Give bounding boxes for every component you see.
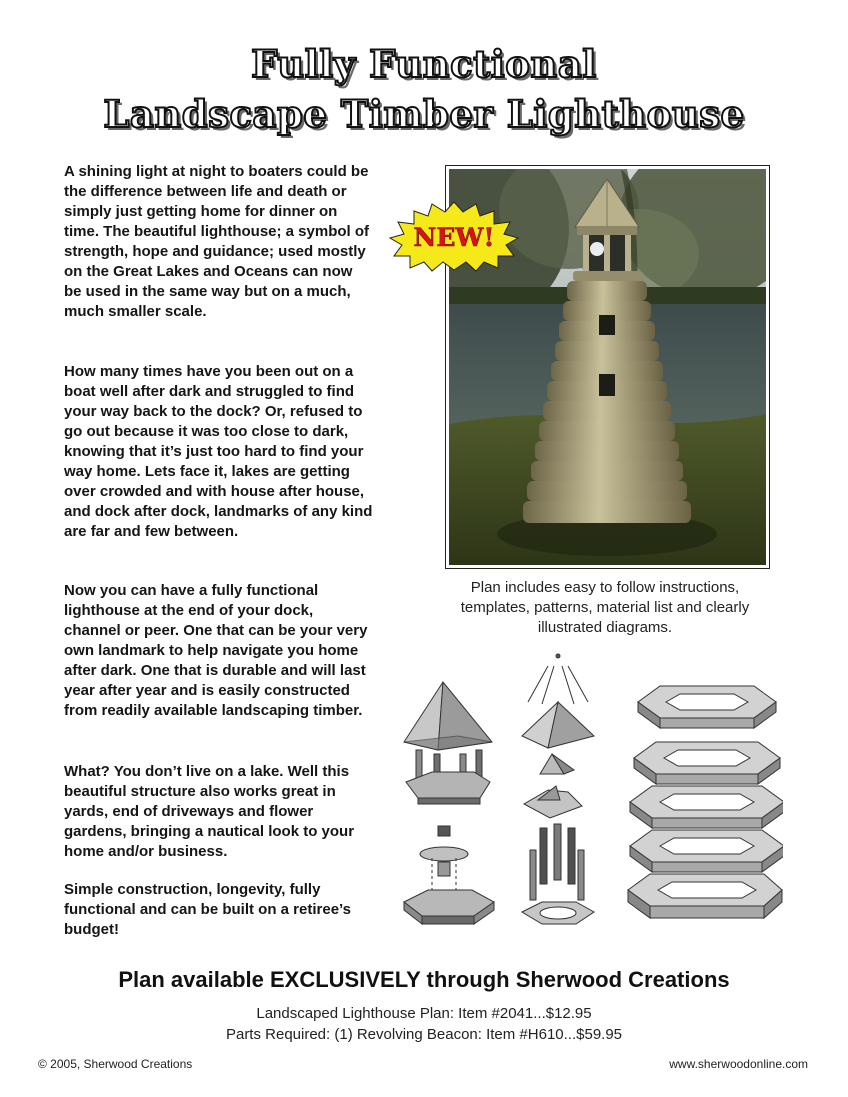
plan-price: Landscaped Lighthouse Plan: Item #2041...$12.95: [256, 1005, 592, 1022]
photo-caption: Plan includes easy to follow instructions, templates, patterns, material list and clearly illustrated diagrams.: [460, 579, 750, 636]
website-link[interactable]: www.sherwoodonline.com: [669, 1057, 808, 1071]
yard-paragraph: What? You don’t live on a lake. Well this beautiful structure also works great in yards, end of driveways and flower gardens, bringing a nautical look to your home and/or business.: [64, 763, 355, 860]
beacon-base-diagram: [404, 826, 494, 924]
lantern-roof-diagram: [404, 682, 492, 804]
new-badge: [388, 200, 520, 272]
landmark-paragraph: Now you can have a fully functional lighthouse at the end of your dock, channel or peer. One that can be your very own landmark to help navigate you home after dark. One that is durable and will last year after year and is easily constructed from readily available landscaping timber.: [64, 582, 368, 719]
copyright-notice: © 2005, Sherwood Creations: [38, 1057, 193, 1071]
intro-paragraph: A shining light at night to boaters could be the difference between life and death or simply just getting home for dinner on time. The beautiful lighthouse; a symbol of strength, hope and guidance; used mostly on the Great Lakes and Oceans can now be used in the same way but on a much, much smaller scale.: [64, 163, 370, 320]
timber-rings-stack-diagram: [628, 686, 783, 918]
exclusive-heading: Plan available EXCLUSIVELY through Sherwood Creations: [118, 967, 730, 992]
assembly-diagrams: [398, 650, 783, 935]
page-title-line-1: Fully Functional: [251, 42, 597, 86]
boating-paragraph: How many times have you been out on a boat well after dark and struggled to find your way back to the dock? Or, refused to go out because it was too close to dark, knowing that it’s just too hard to find your way home. Lets face it, lakes are getting over crowded and with house after house, and dock after dock, landmarks of any kind are far and few between.: [64, 363, 373, 540]
page-title-line-2: Landscape Timber Lighthouse: [103, 92, 745, 136]
exploded-roof-diagram: [522, 654, 594, 924]
summary-paragraph: Simple construction, longevity, fully functional and can be built on a retiree’s budget!: [64, 881, 351, 938]
parts-price: Parts Required: (1) Revolving Beacon: Item #H610...$59.95: [225, 1026, 623, 1043]
new-badge-label: NEW!: [413, 223, 495, 252]
